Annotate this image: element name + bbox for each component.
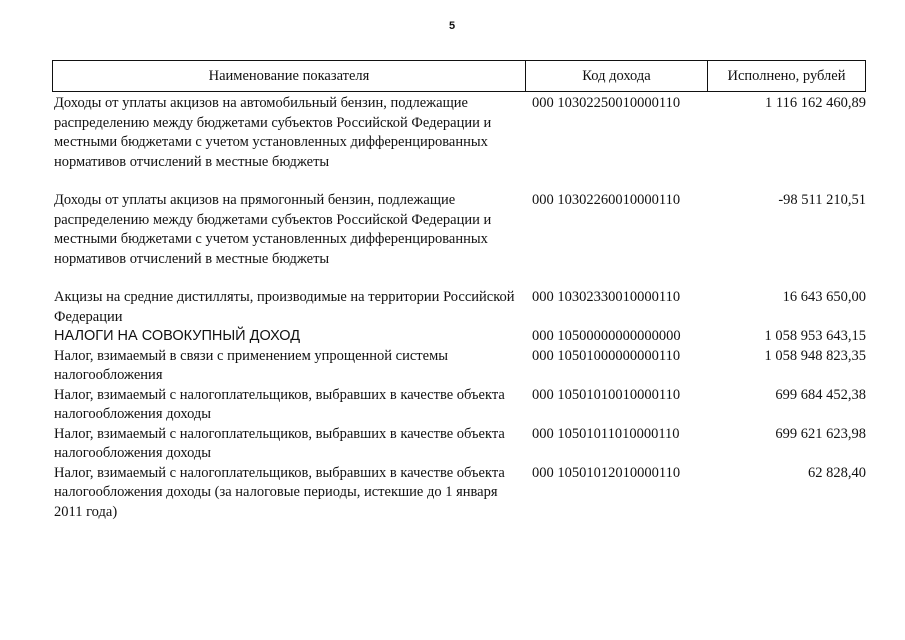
row-code: 000 10501011010000110 — [532, 425, 680, 442]
row-amount: -98 511 210,51 — [778, 192, 866, 208]
header-name: Наименование показателя — [53, 61, 526, 91]
row-name: Налог, взимаемый с налогоплательщиков, выбравших в качестве объекта налогообложения доходы (за налоговые периоды, истекшие до 1 января 2011 года) — [54, 464, 505, 520]
table-row — [52, 347, 866, 386]
table-row — [52, 464, 866, 523]
table-row — [52, 94, 866, 172]
row-name: Налог, взимаемый с налогоплательщиков, выбравших в качестве объекта налогообложения доходы — [54, 425, 505, 461]
row-amount: 16 643 650,00 — [782, 289, 866, 305]
row-code: 000 10302260010000110 — [532, 192, 681, 208]
row-amount: 699 684 452,38 — [775, 386, 866, 403]
row-code: 000 10302330010000110 — [532, 289, 681, 305]
header-code: Код дохода — [526, 61, 708, 91]
row-name: Доходы от уплаты акцизов на прямогонный бензин, подлежащие распределению между бюджетами субъектов Российской Федерации и местными бюджетами с учетом установленных дифференцированных нормативов отчислений в местные бюджеты — [54, 192, 492, 267]
row-amount: 62 828,40 — [808, 464, 866, 481]
header-amount: Исполнено, рублей — [727, 67, 846, 84]
row-amount: 1 058 953 643,15 — [764, 328, 866, 344]
table-row — [52, 425, 866, 464]
row-name: НАЛОГИ НА СОВОКУПНЫЙ ДОХОД — [54, 328, 301, 344]
row-amount: 699 621 623,98 — [775, 425, 866, 442]
table-row — [52, 288, 866, 327]
row-code: 000 10501010010000110 — [532, 386, 681, 403]
table-header — [52, 60, 866, 92]
row-code: 000 10302250010000110 — [532, 95, 681, 111]
row-code: 000 10500000000000000 — [532, 328, 681, 344]
row-name: Доходы от уплаты акцизов на автомобильный бензин, подлежащие распределению между бюджетами субъектов Российской Федерации и местными бюджетами с учетом установленных дифференцированных нормативов отчислений в местные бюджеты — [54, 95, 492, 170]
row-name: Налог, взимаемый с налогоплательщиков, выбравших в качестве объекта налогообложения доходы — [54, 386, 505, 422]
table-row — [52, 327, 866, 347]
table-body — [52, 94, 866, 522]
row-code: 000 10501000000000110 — [532, 347, 681, 364]
page-number: 5 — [448, 20, 456, 32]
row-name: Налог, взимаемый в связи с применением упрощенной системы налогообложения — [54, 347, 448, 383]
table-row — [52, 386, 866, 425]
row-name: Акцизы на средние дистилляты, производимые на территории Российской Федерации — [54, 289, 515, 325]
table-row — [52, 191, 866, 269]
row-amount: 1 058 948 823,35 — [764, 347, 866, 364]
row-amount: 1 116 162 460,89 — [765, 95, 866, 111]
row-code: 000 10501012010000110 — [532, 464, 681, 481]
